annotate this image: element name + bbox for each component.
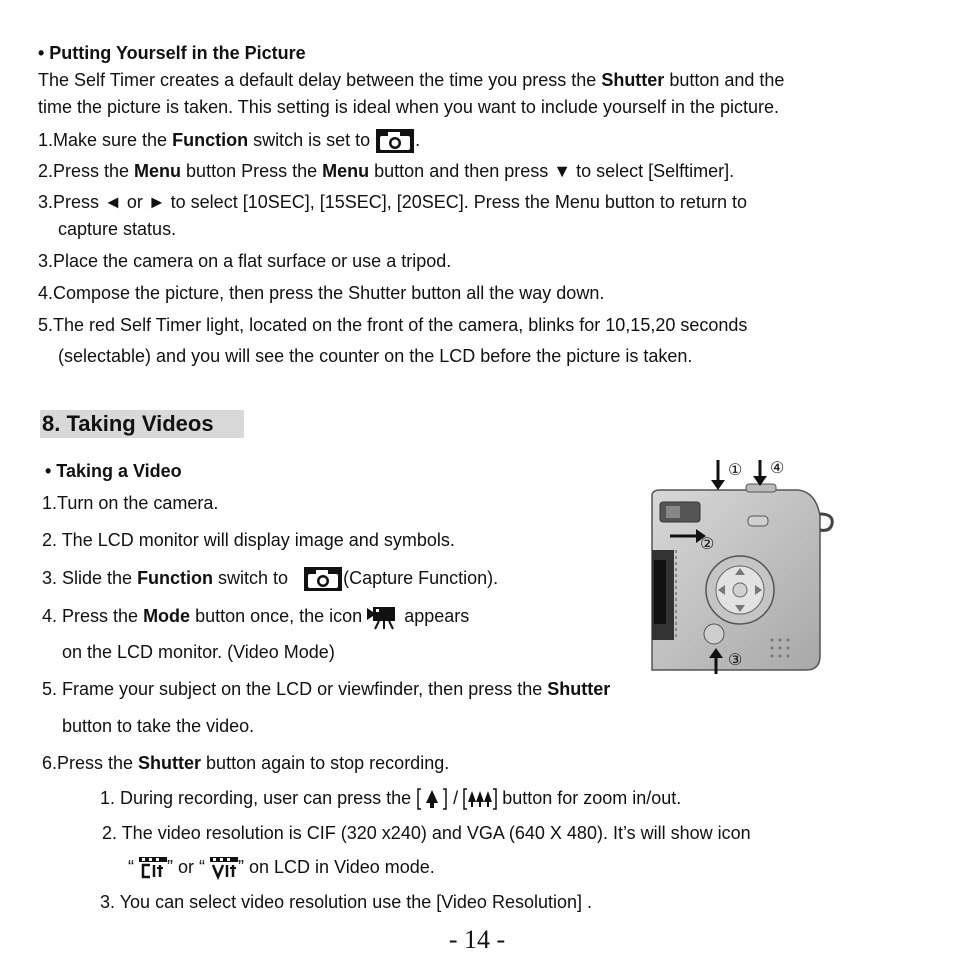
text: /: [448, 788, 464, 808]
video-camera-icon: [367, 604, 399, 630]
callout-1: ①: [728, 462, 743, 479]
callout-2: ②: [700, 536, 715, 553]
page-number: - 14 -: [448, 925, 506, 954]
section-heading-self-timer: • Putting Yourself in the Picture: [38, 43, 306, 63]
text: appears: [399, 605, 470, 626]
step-4: 4.Compose the picture, then press the Shutter button all the way down.: [38, 283, 605, 303]
bold-text: Menu: [134, 161, 182, 181]
vga-resolution-icon: [210, 856, 238, 880]
text: button again to stop recording.: [201, 753, 450, 773]
camera-icon: [303, 566, 343, 592]
video-step-5-line1: [42, 678, 610, 700]
text: button and the: [664, 70, 785, 90]
note-2-line2: [128, 856, 435, 880]
cif-resolution-icon: [139, 856, 167, 880]
text: .: [415, 129, 421, 150]
text: ” or “: [167, 857, 206, 877]
note-1: [100, 787, 681, 811]
text: The Self Timer creates a default delay between the time you press the: [38, 70, 602, 90]
video-step-4: [42, 604, 469, 630]
video-step-1: 1.Turn on the camera.: [42, 493, 219, 513]
camera-back-illustration: [648, 456, 838, 674]
bold-text: Shutter: [138, 753, 202, 773]
bold-text: Shutter: [547, 679, 611, 699]
text: button Press the: [181, 161, 323, 181]
video-step-4-line2: on the LCD monitor. (Video Mode): [62, 642, 335, 662]
text: ” on LCD in Video mode.: [238, 857, 435, 877]
text: “: [128, 857, 134, 877]
step-3a-line1: 3.Press ◄ or ► to select [10SEC], [15SEC], [20SEC]. Press the Menu button to return to: [38, 192, 747, 212]
text: button and then press ▼ to select [Selftimer].: [369, 161, 735, 181]
text: 6.Press the: [42, 753, 139, 773]
text: 2.Press the: [38, 161, 135, 181]
zoom-tele-icon: [416, 787, 448, 811]
subheading-taking-a-video: • Taking a Video: [45, 461, 182, 481]
text: (Capture Function).: [343, 567, 499, 588]
text: 3. Slide the: [42, 567, 138, 588]
text: button for zoom in/out.: [497, 788, 682, 808]
bold-text: Shutter: [601, 70, 665, 90]
video-step-5-line2: button to take the video.: [62, 716, 255, 736]
bold-text: Mode: [143, 605, 191, 626]
text: 5. Frame your subject on the LCD or viewfinder, then press the: [42, 679, 548, 699]
video-step-6: [42, 752, 449, 774]
note-2-line1: 2. The video resolution is CIF (320 x240) and VGA (640 X 480). It’s will show icon: [102, 823, 751, 843]
step-3a-line2: capture status.: [58, 219, 177, 239]
paragraph-intro-line2: time the picture is taken. This setting is ideal when you want to include yourself in the picture.: [38, 97, 780, 117]
text: 1.Make sure the: [38, 129, 173, 150]
camera-icon: [375, 128, 415, 154]
step-3b: 3.Place the camera on a flat surface or use a tripod.: [38, 251, 452, 271]
text: 4. Press the: [42, 605, 144, 626]
step-2: [38, 160, 734, 182]
bold-text: Menu: [322, 161, 370, 181]
bold-text: Function: [172, 129, 249, 150]
step-5-line2: (selectable) and you will see the counter on the LCD before the picture is taken.: [58, 346, 693, 366]
zoom-wide-icon: [463, 787, 497, 811]
video-step-3: [42, 566, 498, 592]
text: button once, the icon: [190, 605, 368, 626]
step-5-line1: 5.The red Self Timer light, located on the front of the camera, blinks for 10,15,20 seconds: [38, 315, 748, 335]
text: switch to: [213, 567, 294, 588]
callout-4: ④: [770, 460, 785, 477]
bold-text: Function: [137, 567, 214, 588]
paragraph-intro-line1: [38, 69, 784, 91]
section-title-taking-videos: 8. Taking Videos: [40, 410, 244, 438]
callout-3: ③: [728, 652, 743, 669]
video-step-2: 2. The LCD monitor will display image and symbols.: [42, 530, 455, 550]
text: switch is set to: [248, 129, 376, 150]
note-3: 3. You can select video resolution use the [Video Resolution] .: [100, 892, 593, 912]
step-1: [38, 128, 420, 154]
text: 1. During recording, user can press the: [100, 788, 417, 808]
